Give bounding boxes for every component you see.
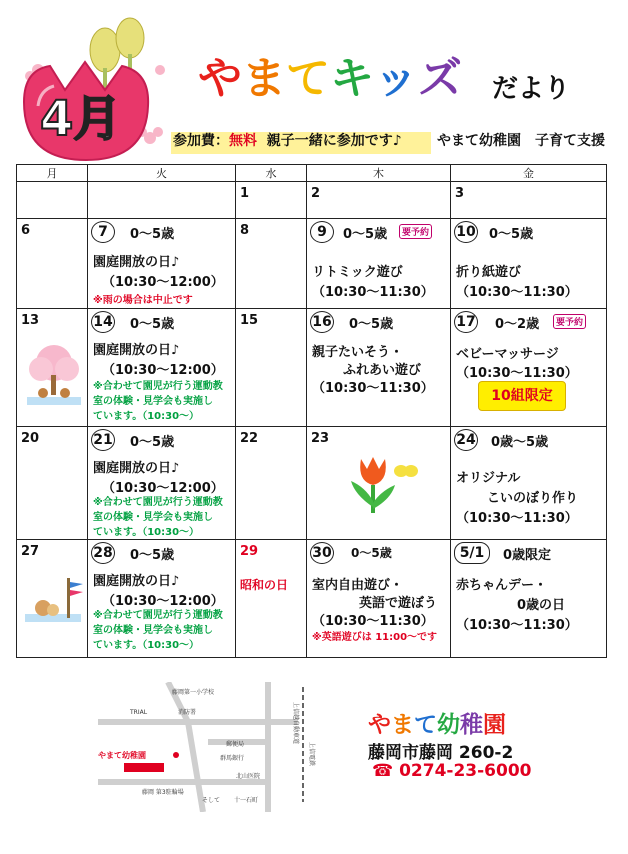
event-title: 親子たいそう・ bbox=[312, 345, 404, 360]
day-number: 20 bbox=[21, 431, 40, 446]
day-number: 2 bbox=[311, 186, 321, 201]
age-range: 0歳～5歳 bbox=[491, 435, 549, 450]
map-label: 北山医院 bbox=[236, 773, 261, 780]
event-time: （10:30～12:00） bbox=[102, 275, 224, 290]
weekday-wed: 水 bbox=[236, 165, 307, 182]
event-note bbox=[93, 608, 233, 653]
day-cell bbox=[307, 219, 451, 309]
day-cell bbox=[17, 182, 88, 219]
fee-label: 参加費： bbox=[173, 133, 229, 149]
day-cell bbox=[307, 540, 451, 658]
reservation-badge: 要予約 bbox=[553, 314, 586, 329]
day-cell bbox=[236, 309, 307, 427]
note-line: 室の体験・見学会も実施し bbox=[93, 396, 213, 407]
note-line: ています。（10:30～） bbox=[93, 527, 200, 538]
week-row bbox=[17, 427, 607, 540]
day-cell bbox=[451, 219, 607, 309]
age-range: 0～5歳 bbox=[489, 227, 534, 242]
day-cell bbox=[17, 309, 88, 427]
weekday-tue: 火 bbox=[88, 165, 236, 182]
day-number: 3 bbox=[455, 186, 465, 201]
day-number-circled: 21 bbox=[91, 429, 115, 451]
map-label: 藤岡 第3駐輪場 bbox=[142, 789, 184, 796]
event-title: 園庭開放の日♪ bbox=[93, 255, 180, 270]
event-time: （10:30～11:30） bbox=[456, 511, 578, 526]
access-map bbox=[98, 682, 318, 812]
event-time: （10:30～11:30） bbox=[456, 618, 578, 633]
weekday-mon: 月 bbox=[17, 165, 88, 182]
event-note: ※英語遊びは 11:00～です bbox=[312, 632, 438, 643]
event-title: ベビーマッサージ bbox=[456, 347, 559, 362]
note-line: ※合わせて園児が行う運動教 bbox=[93, 610, 223, 621]
day-cell bbox=[236, 427, 307, 540]
note-line: 室の体験・見学会も実施し bbox=[93, 625, 213, 636]
map-label: 藤岡第一小学校 bbox=[172, 689, 215, 696]
day-cell bbox=[88, 309, 236, 427]
map-label: そして bbox=[202, 797, 221, 804]
day-cell bbox=[17, 219, 88, 309]
note-line: 室の体験・見学会も実施し bbox=[93, 512, 213, 523]
event-time: （10:30～11:30） bbox=[312, 285, 434, 300]
month-label: 4月 bbox=[40, 91, 122, 147]
title-char: て bbox=[286, 53, 330, 104]
event-time: （10:30～12:00） bbox=[102, 594, 224, 609]
event-title-2: 英語で遊ぼう bbox=[359, 596, 438, 611]
holiday-name: 昭和の日 bbox=[240, 578, 289, 592]
day-cell bbox=[17, 540, 88, 658]
day-cell bbox=[307, 309, 451, 427]
age-range: 0～5歳 bbox=[130, 317, 175, 332]
event-title: 赤ちゃんデー・ bbox=[456, 578, 548, 593]
event-time: （10:30～11:30） bbox=[312, 381, 434, 396]
event-title: 室内自由遊び・ bbox=[312, 578, 404, 593]
day-number-circled: 24 bbox=[454, 429, 478, 451]
day-cell bbox=[17, 427, 88, 540]
koinobori-icon bbox=[21, 574, 85, 626]
event-time: （10:30～11:30） bbox=[456, 366, 578, 381]
week-row bbox=[17, 219, 607, 309]
newsletter-title bbox=[198, 42, 462, 106]
age-range: 0～2歳 bbox=[495, 317, 540, 332]
day-number-circled: 9 bbox=[310, 221, 334, 243]
age-range: 0～5歳 bbox=[349, 317, 394, 332]
title-char: ッ bbox=[374, 53, 418, 104]
title-char: ズ bbox=[418, 53, 462, 104]
fee-line bbox=[173, 130, 402, 150]
day-cell bbox=[88, 540, 236, 658]
event-time: （10:30～12:00） bbox=[102, 363, 224, 378]
note-line: ※合わせて園児が行う運動教 bbox=[93, 497, 223, 508]
day-number-circled: 17 bbox=[454, 311, 478, 333]
limit-badge: 10組限定 bbox=[478, 381, 566, 411]
title-char: や bbox=[198, 53, 242, 104]
day-cell bbox=[236, 182, 307, 219]
day-number: 1 bbox=[240, 186, 250, 201]
map-label: やまて幼稚園 bbox=[98, 751, 146, 760]
calendar-table bbox=[16, 164, 607, 658]
day-number: 23 bbox=[311, 431, 330, 446]
event-title-2: こいのぼり作り bbox=[487, 491, 579, 506]
cherry-blossom-picnic-icon bbox=[23, 341, 85, 411]
day-number-circled: 28 bbox=[91, 542, 115, 564]
map-label: 十一石町 bbox=[234, 797, 259, 804]
event-title: 園庭開放の日♪ bbox=[93, 461, 180, 476]
event-note: ※雨の場合は中止です bbox=[93, 295, 193, 306]
age-range: 0～5歳 bbox=[343, 227, 388, 242]
note-line: ています。（10:30～） bbox=[93, 411, 200, 422]
day-number-circled: 30 bbox=[310, 542, 334, 564]
day-cell bbox=[451, 309, 607, 427]
age-range: 0～5歳 bbox=[130, 435, 175, 450]
day-number: 13 bbox=[21, 313, 40, 328]
phone-number: ☎ 0274-23-6000 bbox=[372, 761, 532, 781]
week-row bbox=[17, 540, 607, 658]
day-cell bbox=[236, 219, 307, 309]
fee-value: 無料 bbox=[229, 133, 257, 149]
day-number: 27 bbox=[21, 544, 40, 559]
week-row bbox=[17, 309, 607, 427]
event-time: （10:30～11:30） bbox=[312, 614, 434, 629]
weekday-header-row bbox=[17, 165, 607, 182]
day-number: 22 bbox=[240, 431, 259, 446]
age-range: 0～5歳 bbox=[130, 548, 175, 563]
map-label: 上信越自動車道 bbox=[292, 702, 299, 745]
map-label: 上信電鉄 bbox=[308, 742, 315, 767]
organizer-label: やまて幼稚園 子育て支援 bbox=[437, 133, 605, 149]
day-cell bbox=[451, 427, 607, 540]
note-line: ※合わせて園児が行う運動教 bbox=[93, 381, 223, 392]
age-range: 0～5歳 bbox=[351, 546, 392, 560]
event-title: 園庭開放の日♪ bbox=[93, 343, 180, 358]
event-note bbox=[93, 379, 233, 424]
weekday-thu: 木 bbox=[307, 165, 451, 182]
event-note bbox=[93, 495, 233, 540]
event-title-2: ふれあい遊び bbox=[343, 363, 422, 378]
event-title: オリジナル bbox=[456, 471, 521, 486]
day-number: 29 bbox=[240, 544, 259, 559]
day-number: 15 bbox=[240, 313, 259, 328]
day-number-circled: 5/1 bbox=[454, 542, 490, 564]
event-time: （10:30～12:00） bbox=[102, 481, 224, 496]
day-number-circled: 10 bbox=[454, 221, 478, 243]
kindergarten-logo: やまて幼稚園 bbox=[368, 712, 506, 738]
map-label: 郵便局 bbox=[226, 741, 245, 748]
fee-note: 親子一緒に参加です♪ bbox=[266, 133, 402, 149]
address: 藤岡市藤岡 260-2 bbox=[368, 743, 514, 763]
event-title: リトミック遊び bbox=[312, 265, 403, 280]
age-range: 0～5歳 bbox=[130, 227, 175, 242]
title-char: キ bbox=[330, 53, 374, 104]
newsletter-subtitle: だより bbox=[492, 74, 571, 104]
event-title-2: 0歳の日 bbox=[517, 598, 566, 613]
day-cell bbox=[451, 540, 607, 658]
event-title: 園庭開放の日♪ bbox=[93, 574, 180, 589]
map-label: 群馬銀行 bbox=[220, 755, 245, 762]
age-range: 0歳限定 bbox=[503, 548, 552, 563]
event-title: 折り紙遊び bbox=[456, 265, 522, 280]
day-cell bbox=[88, 182, 236, 219]
title-char: ま bbox=[242, 53, 286, 104]
reservation-badge: 要予約 bbox=[399, 224, 432, 239]
day-cell bbox=[88, 219, 236, 309]
week-row bbox=[17, 182, 607, 219]
day-number: 6 bbox=[21, 223, 31, 238]
day-number-circled: 16 bbox=[310, 311, 334, 333]
note-line: ています。（10:30～） bbox=[93, 640, 200, 651]
map-label: TRIAL bbox=[130, 709, 148, 716]
tulip-butterfly-icon bbox=[341, 451, 421, 517]
day-number-circled: 7 bbox=[91, 221, 115, 243]
event-time: （10:30～11:30） bbox=[456, 285, 578, 300]
day-cell bbox=[451, 182, 607, 219]
day-cell bbox=[88, 427, 236, 540]
day-cell bbox=[307, 182, 451, 219]
day-number-circled: 14 bbox=[91, 311, 115, 333]
day-cell bbox=[236, 540, 307, 658]
map-label: 消防署 bbox=[178, 709, 197, 716]
weekday-fri: 金 bbox=[451, 165, 607, 182]
day-number: 8 bbox=[240, 223, 250, 238]
day-cell bbox=[307, 427, 451, 540]
